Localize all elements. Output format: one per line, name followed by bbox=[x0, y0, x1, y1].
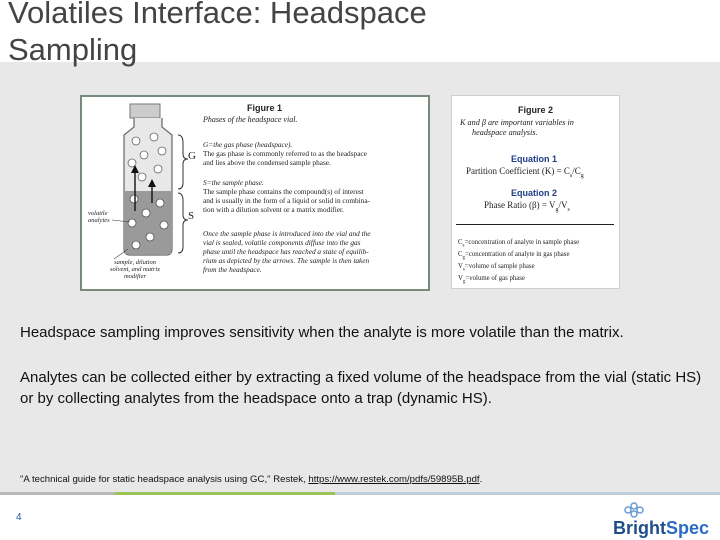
fig1-g-label: G bbox=[188, 150, 196, 162]
fig2-def-line: $V_g=volume$ of gas phase bbox=[458, 274, 525, 285]
fig2-caption bbox=[460, 118, 574, 138]
slide-title bbox=[8, 0, 427, 68]
reference-text: "A technical guide for static headspace analysis using GC," Restek, bbox=[20, 474, 309, 485]
eq1-sub-g: g bbox=[580, 172, 584, 179]
fig2-def-line: $C_s=concentration$ of analyte in sample phase bbox=[458, 239, 580, 249]
fig1-s-line: and is usually in the form of a liquid or solid in combina- bbox=[203, 196, 370, 205]
logo-text bbox=[613, 518, 709, 538]
fig1-sample-line: sample, dilution bbox=[114, 259, 156, 266]
eq1-sub-s: s bbox=[569, 172, 573, 179]
slide-title-line1: Volatiles Interface: Headspace bbox=[8, 0, 427, 30]
eq1-text: Partition Coefficient (K) = C bbox=[466, 166, 570, 176]
fig1-s-block bbox=[203, 178, 370, 214]
figure-1 bbox=[80, 95, 430, 291]
fig1-bottom-line: from the headspace. bbox=[203, 265, 262, 274]
fig1-volatile-line: analytes bbox=[88, 217, 110, 224]
reference-link[interactable]: https://www.restek.com/pdfs/59895B.pdf bbox=[308, 474, 480, 485]
fig1-s-line: The sample phase contains the compound(s) of interest bbox=[203, 187, 364, 196]
fig1-bottom-line: vial is sealed, volatile components diffuse into the gas bbox=[203, 238, 361, 247]
eq2-sub-g: g bbox=[555, 206, 559, 213]
eq2-sep: /V bbox=[558, 200, 568, 210]
eq2-text: Phase Ratio (β) = V bbox=[484, 200, 556, 210]
paragraph-2: Analytes can be collected either by extracting a fixed volume of the headspace from the vial (static HS) or by collecting analytes from the headspace onto a trap (dynamic HS). bbox=[20, 369, 702, 407]
fig2-title: Figure 2 bbox=[518, 105, 554, 115]
fig1-g-line: and lies above the condensed sample phase. bbox=[203, 158, 331, 167]
fig1-bottom-line: rium as depicted by the arrows. The sample is then taken bbox=[203, 256, 370, 265]
fig1-s-label: S bbox=[188, 210, 195, 222]
fig1-g-block bbox=[203, 140, 367, 167]
paragraph-1: Headspace sampling improves sensitivity when the analyte is more volatile than the matrix. bbox=[20, 324, 624, 341]
page-number: 4 bbox=[16, 512, 22, 523]
fig1-bottom-line: Once the sample phase is introduced into the vial and the bbox=[203, 229, 371, 238]
fig1-bottom-line: phase until the headspace has reached a state of equilib- bbox=[203, 247, 369, 256]
reference bbox=[20, 474, 482, 485]
brightspec-logo bbox=[612, 500, 714, 538]
fig1-g-line: The gas phase is commonly referred to as the headspace bbox=[203, 149, 367, 158]
fig2-def-line: $V_s=volume$ of sample phase bbox=[458, 262, 535, 273]
logo-text-part1: Bright bbox=[613, 518, 666, 538]
eq2-heading: Equation 2 bbox=[511, 188, 558, 198]
reference-end: . bbox=[479, 474, 483, 485]
title-bar bbox=[0, 0, 720, 67]
fig2-caption-line: K and β are important variables in bbox=[460, 118, 574, 127]
fig1-g-head: G=the gas phase (headspace). bbox=[203, 140, 293, 149]
fig2-def-line: $C_g=concentration$ of analyte in gas phase bbox=[458, 250, 570, 261]
eq1-formula bbox=[466, 166, 584, 179]
fig1-volatile-label bbox=[88, 210, 110, 224]
fig1-bottom-block bbox=[203, 229, 371, 274]
fig1-volatile-line: volatile bbox=[88, 210, 108, 217]
fig1-sample-line: solvent, and matrix bbox=[110, 266, 161, 273]
fig1-sample-label bbox=[110, 259, 160, 280]
fig2-caption-line: headspace analysis. bbox=[472, 128, 538, 137]
fig1-title: Figure 1 bbox=[247, 103, 283, 113]
fig1-s-head: S=the sample phase. bbox=[203, 178, 264, 187]
eq2-sub-s: s bbox=[567, 206, 570, 213]
fig1-s-line: tion with a dilution solvent or a matrix modifier. bbox=[203, 205, 344, 214]
slide-title-line2: Sampling bbox=[8, 32, 138, 67]
logo-mark-icon bbox=[625, 503, 643, 517]
fig2-divider bbox=[456, 224, 614, 225]
eq2-formula bbox=[484, 200, 570, 213]
fig1-sample-line: modifier bbox=[123, 273, 147, 280]
fig1-caption: Phases of the headspace vial. bbox=[203, 115, 298, 124]
eq1-heading: Equation 1 bbox=[511, 154, 558, 164]
figure-2 bbox=[451, 95, 620, 289]
logo-text-part2: Spec bbox=[666, 518, 710, 538]
fig2-definitions bbox=[458, 239, 579, 287]
eq1-sep: /C bbox=[572, 166, 581, 176]
